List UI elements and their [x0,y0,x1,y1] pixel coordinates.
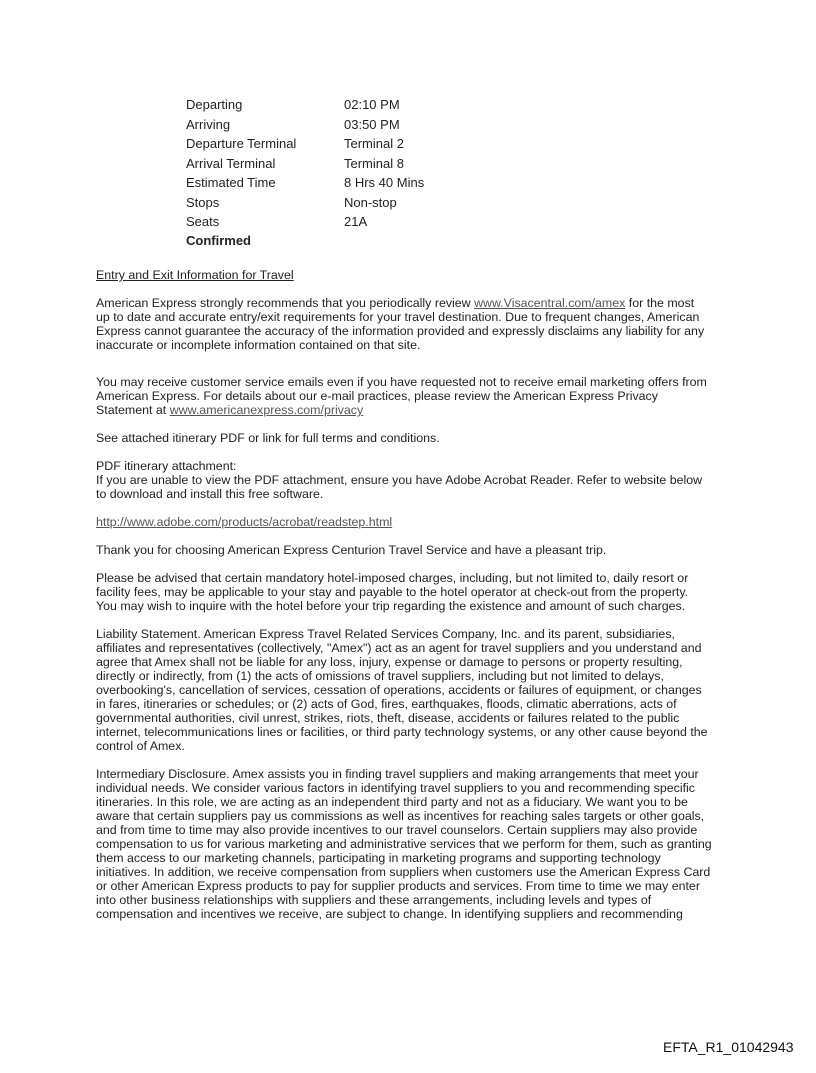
flight-row [186,215,424,235]
thanks-paragraph: Thank you for choosing American Express Centurion Travel Service and have a pleasant trip. [96,543,607,557]
intermediary-paragraph: Intermediary Disclosure. Amex assists you in finding travel suppliers and making arrangements that meet your individual needs. We consider various factors in identifying travel suppliers to you and recommending specific itineraries. In this role, we are acting as an independent third party and not as a fiduciary. We want you to be aware that certain suppliers pay us commissions as well as incentives for reaching sales targets or other goals, and from time to time may also provide incentives to our travel counselors. Certain suppliers may also provide compensation to us for various marketing and administrative services that we perform for them, such as granting them access to our marketing channels, participating in marketing programs and supporting technology initiatives. In addition, we receive compensation from suppliers when customers use the American Express Card or other American Express products to pay for supplier products and services. From time to time we may enter into other business relationships with suppliers and these arrangements, including levels and types of compensation and incentives we receive, are subject to change. In identifying suppliers and recommending [96,767,712,921]
flight-label: Stops [186,194,220,210]
flight-row [186,176,424,196]
flight-label: Seats [186,214,220,229]
flight-value: 8 Hrs 40 Mins [344,175,425,190]
visacentral-link[interactable]: www.Visacentral.com/amex [474,296,626,310]
flight-label: Arrival Terminal [186,155,276,171]
entry-exit-heading: Entry and Exit Information for Travel [96,268,294,282]
flight-value: 21A [344,214,368,229]
flight-row [186,137,424,157]
spacer [96,366,724,375]
pdf-paragraph: PDF itinerary attachment: If you are unable to view the PDF attachment, ensure you have Adobe Acrobat Reader. Refer to website below to download and install this free software. [96,459,703,501]
flight-value: Terminal 8 [344,155,404,171]
flight-details [186,98,424,235]
document-body [96,268,724,935]
entry-text-a: American Express strongly recommends that you periodically review [96,296,475,310]
flight-value: Terminal 2 [344,136,404,151]
flight-label: Estimated Time [186,175,276,190]
flight-row [186,157,424,177]
flight-row [186,118,424,138]
flight-row [186,196,424,216]
attached-paragraph: See attached itinerary PDF or link for full terms and conditions. [96,431,440,445]
privacy-link[interactable]: www.americanexpress.com/privacy [169,403,364,417]
hotel-paragraph: Please be advised that certain mandatory hotel-imposed charges, including, but not limited to, daily resort or facility fees, may be applicable to your stay and payable to the hotel operator at check-out from the property. You may wish to inquire with the hotel before your trip regarding the existence and amount of such charges. [96,571,689,613]
flight-row [186,98,424,118]
adobe-link[interactable]: http://www.adobe.com/products/acrobat/readstep.html [96,515,393,529]
entry-text-b: for the most up to date and accurate entry/exit requirements for your travel destination. Due to frequent changes, American Express cannot guarantee the accuracy of the information provided and expressly disclaims any liability for any inaccurate or incomplete information contained on that site. [96,296,705,352]
email-paragraph [96,375,724,417]
liability-paragraph: Liability Statement. American Express Travel Related Services Company, Inc. and its parent, subsidiaries, affiliates and representatives (collectively, "Amex") act as an agent for travel suppliers and you understand and agree that Amex shall not be liable for any loss, injury, expense or damage to persons or property resulting, directly or indirectly, from (1) the acts of omissions of travel suppliers, including but not limited to delays, overbooking's, cancellation of services, cessation of operations, accidents or failures of equipment, or changes in fares, itineraries or schedules; or (2) acts of God, fires, earthquakes, floods, climatic aberrations, acts of governmental authorities, civil unrest, strikes, riots, theft, disease, accidents or failures related to the public internet, telecommunications lines or facilities, or third party technology systems, or any other cause beyond the control of Amex. [96,627,708,753]
flight-value: 02:10 PM [344,97,400,112]
document-id: EFTA_R1_01042943 [663,1039,794,1055]
flight-label: Departing [186,97,243,112]
entry-exit-paragraph [96,296,724,352]
booking-status: Confirmed [186,233,251,248]
flight-value: Non-stop [344,194,397,210]
flight-label: Arriving [186,116,231,132]
flight-label: Departure Terminal [186,136,297,151]
flight-value: 03:50 PM [344,116,400,132]
email-text: You may receive customer service emails even if you have requested not to receive email marketing offers from American Express. For details about our e-mail practices, please review the American Express Privacy Statement at [96,375,707,417]
